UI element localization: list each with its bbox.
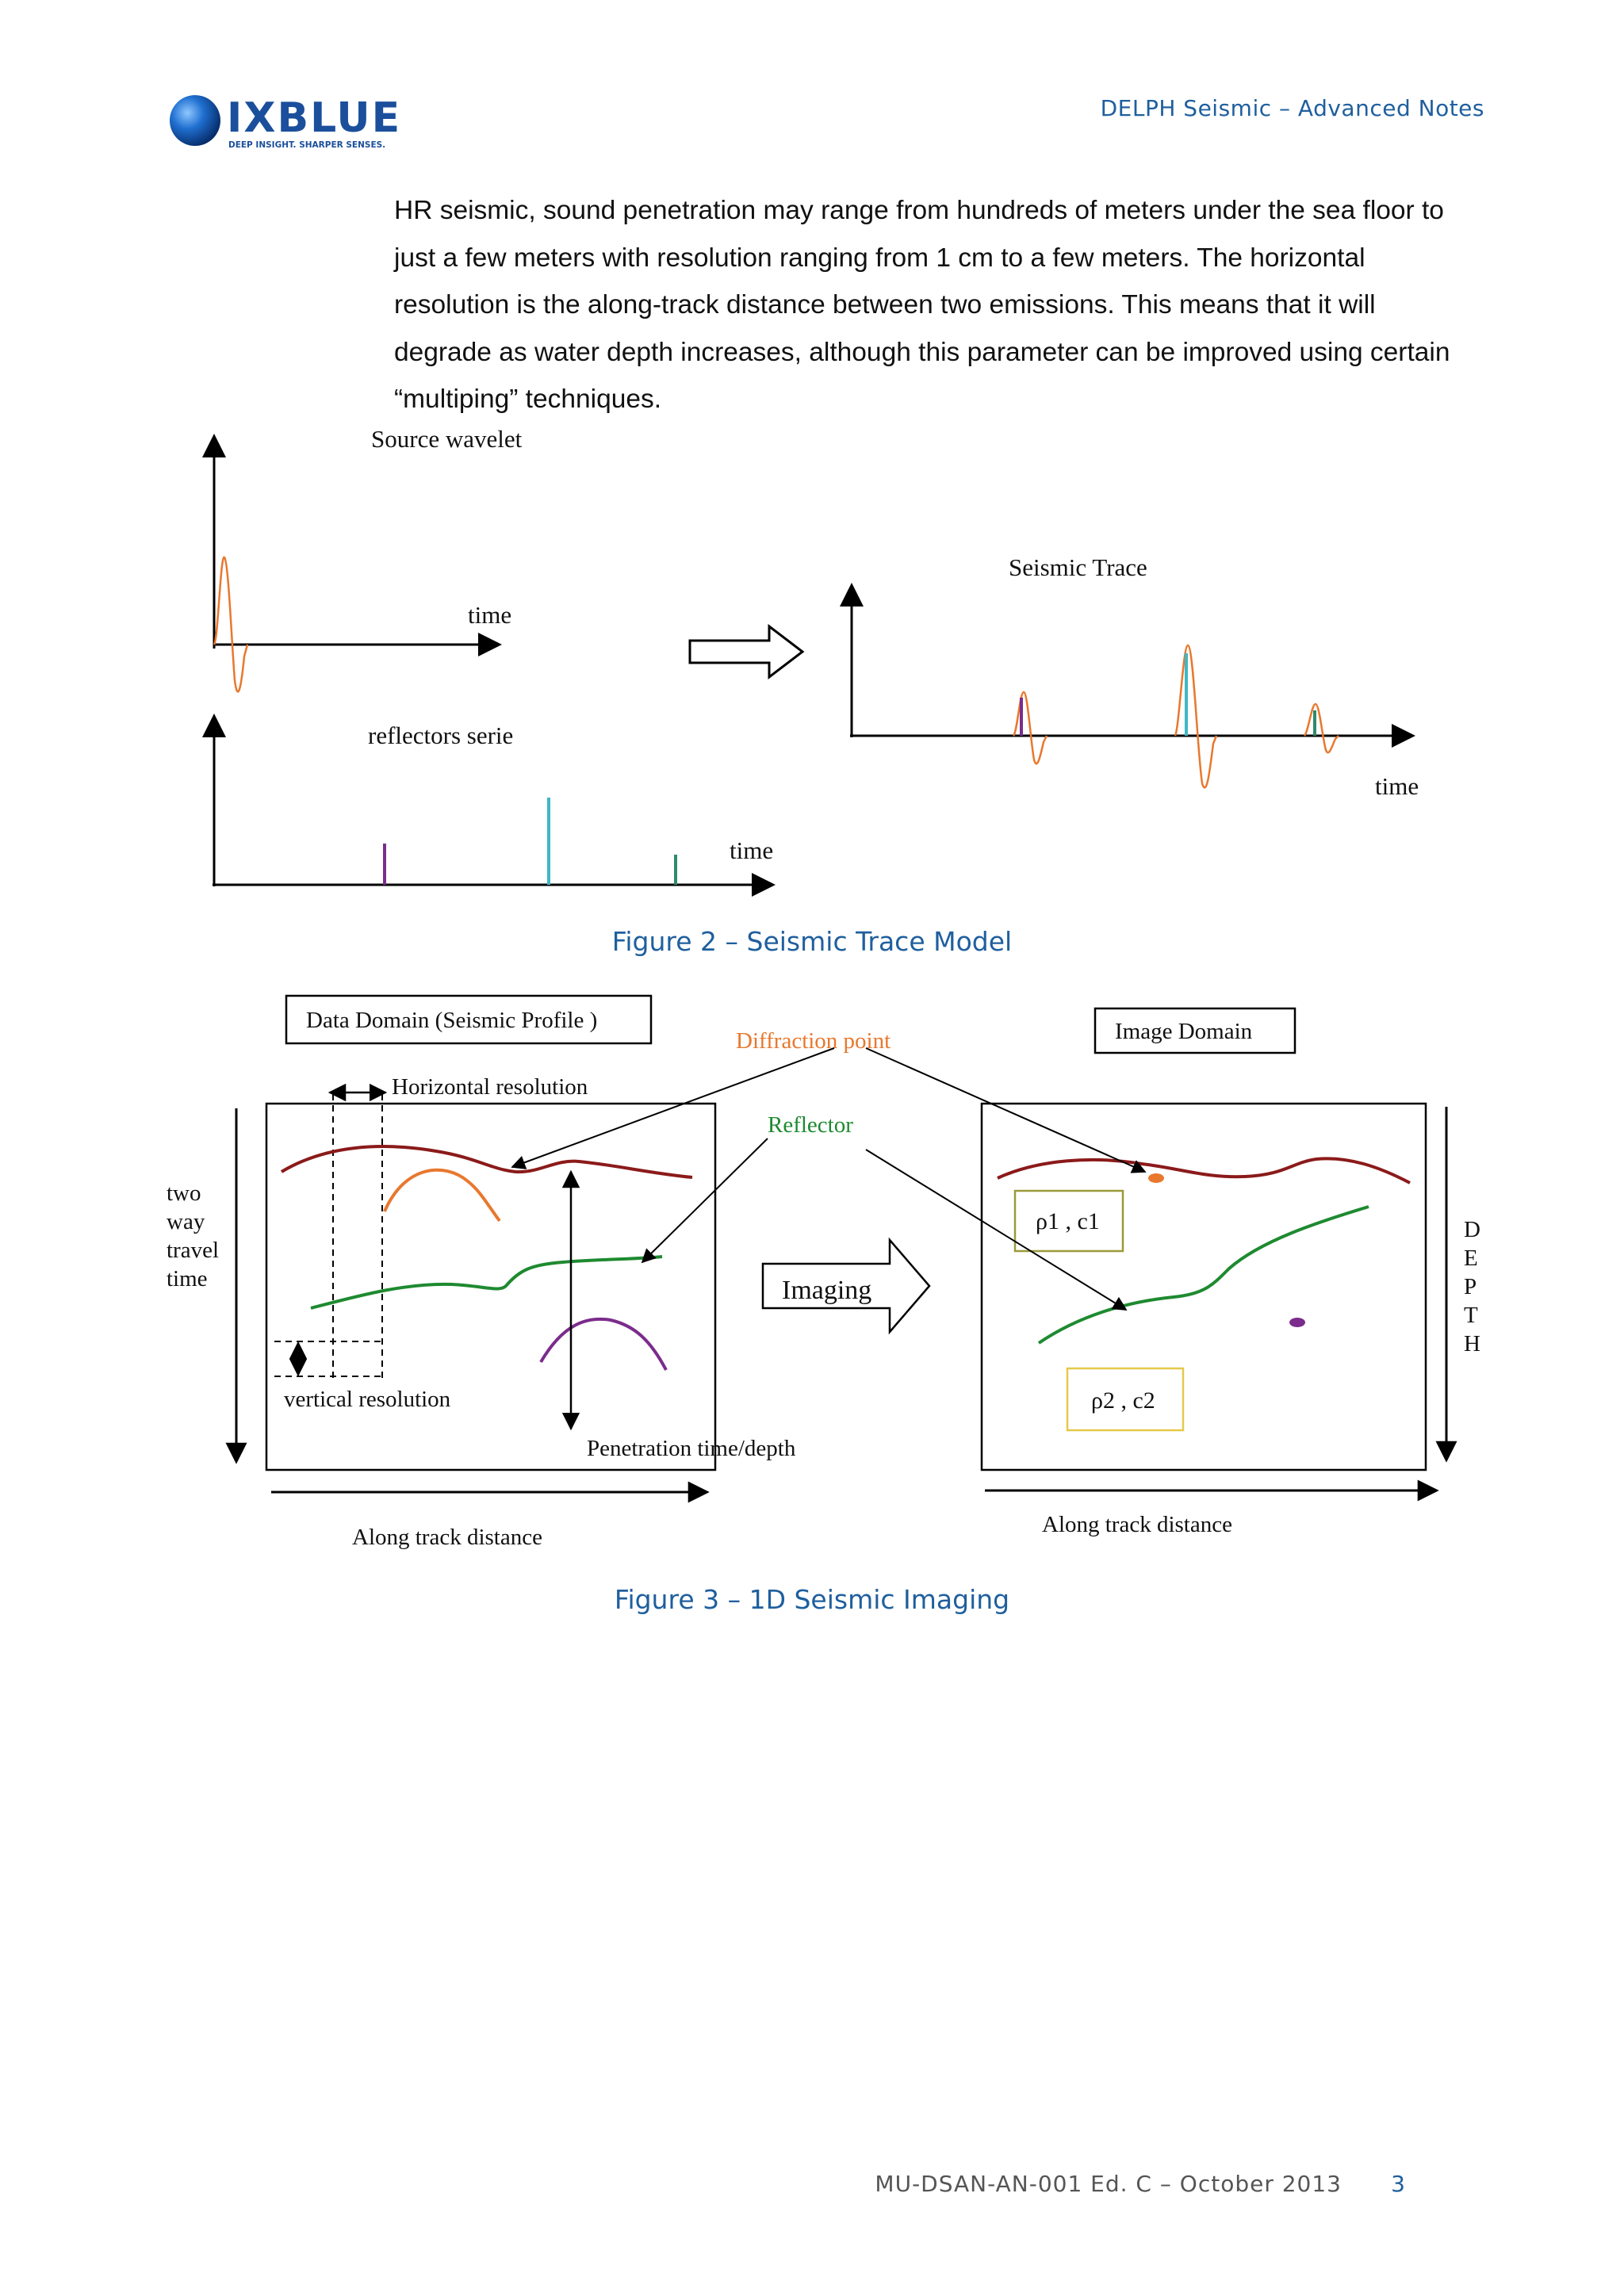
image-domain-panel bbox=[982, 1104, 1426, 1470]
reflector-label: Reflector bbox=[768, 1112, 853, 1138]
twt-label-3: travel bbox=[167, 1238, 220, 1263]
paragraph-line: resolution is the along-track distance between two emissions. This means that it will bbox=[394, 290, 1376, 320]
horizontal-resolution-label: Horizontal resolution bbox=[392, 1074, 588, 1100]
figure-3-caption: Figure 3 – 1D Seismic Imaging bbox=[614, 1584, 1010, 1615]
logo-tagline: DEEP INSIGHT. SHARPER SENSES. bbox=[228, 140, 386, 150]
time-label-3: time bbox=[1375, 772, 1419, 800]
time-label-1: time bbox=[468, 601, 512, 629]
rho2-c2-label: ρ2 , c2 bbox=[1091, 1387, 1155, 1414]
depth-letter: E bbox=[1464, 1246, 1478, 1271]
image-domain-label: Image Domain bbox=[1115, 1019, 1253, 1044]
twt-label-2: way bbox=[167, 1209, 205, 1234]
twt-label-1: two bbox=[167, 1181, 201, 1206]
paragraph-line: degrade as water depth increases, although this parameter can be improved using certain bbox=[394, 337, 1450, 367]
penetration-label: Penetration time/depth bbox=[587, 1436, 796, 1461]
seismic-trace-label: Seismic Trace bbox=[1009, 553, 1147, 581]
along-track-label-right: Along track distance bbox=[1042, 1512, 1232, 1537]
trace-wavelet-2 bbox=[1175, 645, 1216, 787]
depth-letter: P bbox=[1464, 1274, 1477, 1299]
source-wavelet-curve bbox=[214, 557, 247, 692]
globe-icon bbox=[170, 95, 220, 146]
twt-label-4: time bbox=[167, 1266, 208, 1292]
rho1-c1-label: ρ1 , c1 bbox=[1036, 1208, 1100, 1234]
along-track-label-left: Along track distance bbox=[352, 1525, 542, 1550]
depth-letter: D bbox=[1464, 1217, 1480, 1242]
figure-2-seismic-trace-model bbox=[143, 419, 1491, 910]
paragraph-line: HR seismic, sound penetration may range from hundreds of meters under the sea floor to bbox=[394, 196, 1444, 225]
depth-letter: T bbox=[1464, 1303, 1478, 1328]
reflectors-serie-label: reflectors serie bbox=[368, 721, 514, 749]
source-wavelet-label: Source wavelet bbox=[371, 425, 523, 453]
imaging-label: Imaging bbox=[782, 1276, 872, 1305]
body-paragraph bbox=[394, 187, 1504, 423]
document-reference: MU-DSAN-AN-001 Ed. C – October 2013 bbox=[875, 2171, 1342, 2197]
figure-2-caption: Figure 2 – Seismic Trace Model bbox=[611, 926, 1013, 957]
vertical-resolution-label: vertical resolution bbox=[284, 1387, 451, 1412]
paragraph-line: just a few meters with resolution ranging from 1 cm to a few meters. The horizontal bbox=[394, 243, 1365, 273]
diffraction-point-orange-dot bbox=[1148, 1173, 1164, 1183]
logo-wordmark: IXBLUE bbox=[227, 94, 402, 142]
page-number: 3 bbox=[1391, 2171, 1405, 2197]
data-domain-label: Data Domain (Seismic Profile ) bbox=[306, 1008, 598, 1033]
figure-3-1d-seismic-imaging bbox=[143, 983, 1491, 1570]
document-title: DELPH Seismic – Advanced Notes bbox=[1100, 95, 1484, 121]
convolution-arrow bbox=[690, 626, 802, 677]
paragraph-line: “multiping” techniques. bbox=[394, 385, 662, 414]
diffraction-point-purple-dot bbox=[1289, 1318, 1305, 1327]
trace-wavelet-3 bbox=[1304, 704, 1339, 752]
diffraction-point-label: Diffraction point bbox=[736, 1028, 891, 1054]
ixblue-logo bbox=[168, 89, 469, 152]
time-label-2: time bbox=[730, 836, 774, 864]
trace-wavelet-1 bbox=[1013, 692, 1047, 763]
depth-letter: H bbox=[1464, 1331, 1480, 1357]
